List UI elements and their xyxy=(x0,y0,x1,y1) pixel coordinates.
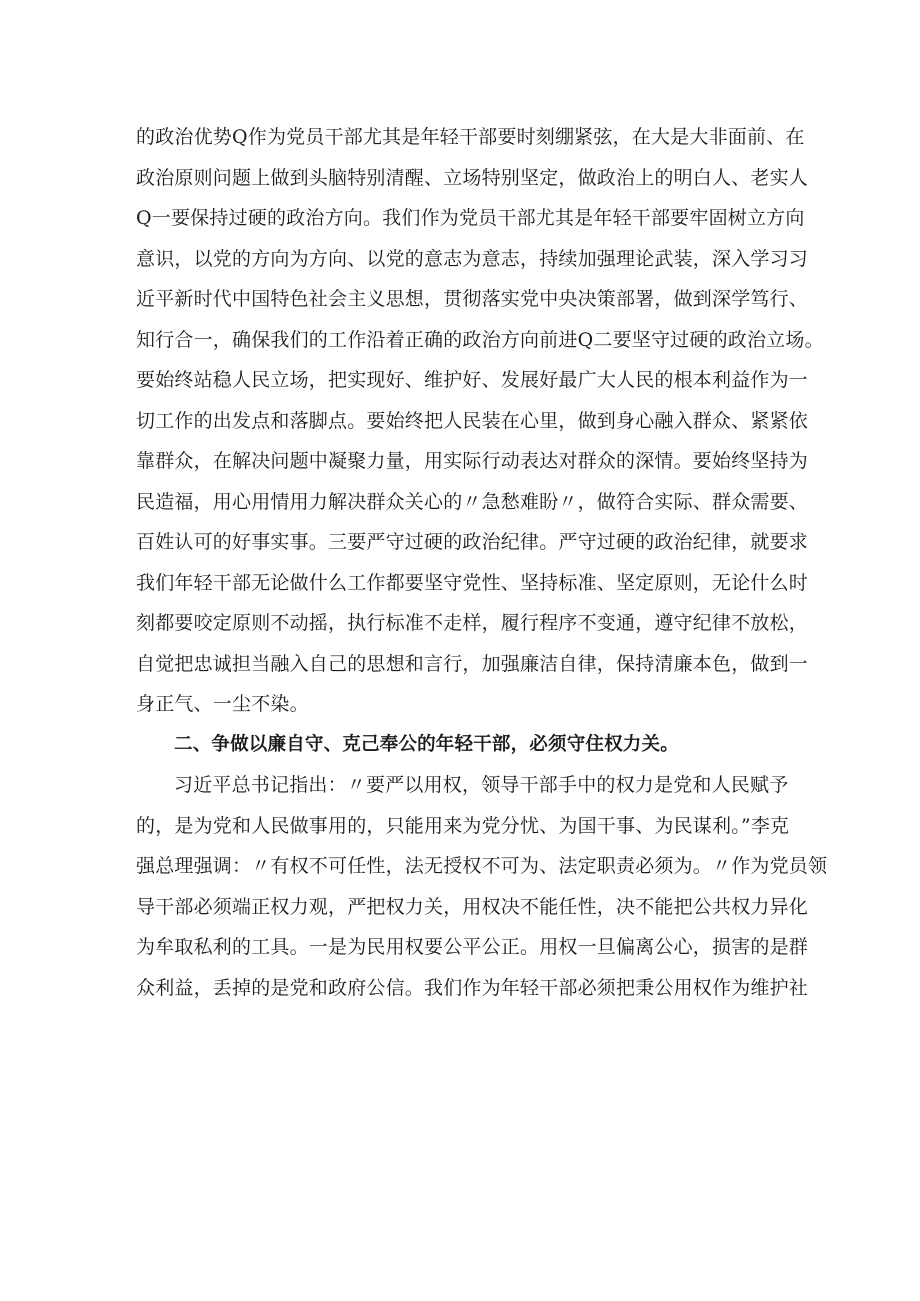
text-line: Q一要保持过硬的政治方向。我们作为党员干部尤其是年轻干部要牢固树立方向 xyxy=(136,207,805,229)
text-line: 近平新时代中国特色社会主义思想，贯彻落实党中央决策部署，做到深学笃行、 xyxy=(136,288,809,310)
text-line: 的政治优势Q作为党员干部尤其是年轻干部要时刻绷紧弦，在大是大非面前、在 xyxy=(136,126,805,148)
text-line: 要始终站稳人民立场，把实现好、维护好、发展好最广大人民的根本利益作为一 xyxy=(136,369,809,391)
text-line: 知行合一，确保我们的工作沿着正确的政治方向前进Q二要坚守过硬的政治立场。 xyxy=(136,328,824,351)
text-line: 切工作的出发点和落脚点。要始终把人民装在心里，做到身心融入群众、紧紧依 xyxy=(136,409,809,432)
text-line: 政治原则问题上做到头脑特别清醒、立场特别坚定，做政治上的明白人、老实人 xyxy=(136,166,809,189)
text-line: 强总理强调：〃有权不可任性，法无授权不可为、法定职责必须为。〃作为党员领 xyxy=(136,855,828,877)
text-line: 众利益，丢掉的是党和政府公信。我们作为年轻干部必须把秉公用权作为维护社 xyxy=(136,976,809,999)
text-line: 我们年轻干部无论做什么工作都要坚守党性、坚持标准、坚定原则，无论什么时 xyxy=(136,571,809,594)
text-line: 自觉把忠诚担当融入自己的思想和言行，加强廉洁自律，保持清廉本色，做到一 xyxy=(136,652,809,675)
text-line: 刻都要咬定原则不动摇，执行标准不走样，履行程序不变通，遵守纪律不放松， xyxy=(136,612,809,634)
text-line: 为牟取私利的工具。一是为民用权要公平公正。用权一旦偏离公心，损害的是群 xyxy=(136,936,809,958)
text-line: 民造福，用心用情用力解决群众关心的〃急愁难盼〃，做符合实际、群众需要、 xyxy=(136,490,809,513)
text-line: 身正气、一尘不染。 xyxy=(136,693,309,715)
text-line: 导干部必须端正权力观，严把权力关，用权决不能任性，决不能把公共权力异化 xyxy=(136,895,809,918)
text-line: 的，是为党和人民做事用的，只能用来为党分忧、为国干事、为民谋利。”李克 xyxy=(136,814,790,837)
text-line: 靠群众，在解决问题中凝聚力量，用实际行动表达对群众的深情。要始终坚持为 xyxy=(136,450,809,472)
text-line: 习近平总书记指出：〃要严以用权，领导干部手中的权力是党和人民赋予 xyxy=(174,774,789,796)
section-heading: 二、争做以廉自守、克己奉公的年轻干部，必须守住权力关。 xyxy=(174,733,679,755)
text-line: 百姓认可的好事实事。三要严守过硬的政治纪律。严守过硬的政治纪律，就要求 xyxy=(136,531,809,553)
document-body xyxy=(136,117,828,1008)
text-line: 意识，以党的方向为方向、以党的意志为意志，持续加强理论武装，深入学习习 xyxy=(136,247,809,270)
